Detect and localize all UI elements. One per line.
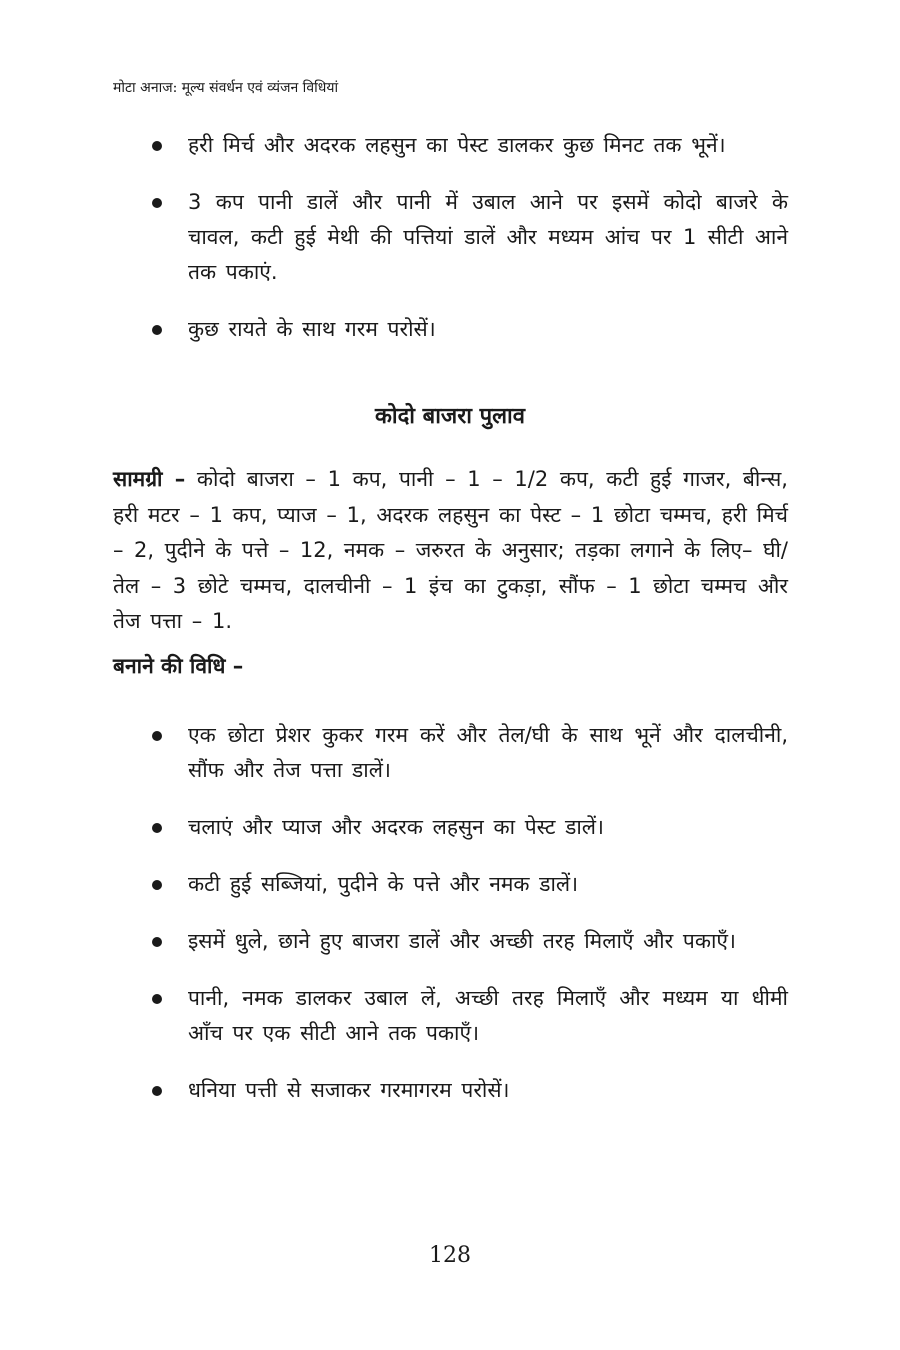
list-item	[150, 128, 788, 163]
method-steps-list	[150, 718, 788, 1130]
list-item	[150, 810, 788, 845]
step-text: हरी मिर्च और अदरक लहसुन का पेस्ट डालकर कुछ मिनट तक भूनें।	[188, 133, 726, 157]
bullet-icon	[152, 141, 162, 151]
bullet-icon	[152, 823, 162, 833]
previous-steps-list	[150, 128, 788, 369]
step-text: धनिया पत्ती से सजाकर गरमागरम परोसें।	[188, 1078, 510, 1102]
list-item	[150, 312, 788, 347]
bullet-icon	[152, 937, 162, 947]
list-item	[150, 1073, 788, 1108]
bullet-icon	[152, 994, 162, 1004]
bullet-icon	[152, 731, 162, 741]
bullet-icon	[152, 880, 162, 890]
list-item	[150, 924, 788, 959]
recipe-title: कोदो बाजरा पुलाव	[375, 404, 525, 429]
bullet-icon	[152, 198, 162, 208]
page-number: 128	[429, 1243, 471, 1268]
ingredients-paragraph	[113, 462, 788, 640]
ingredients-label: सामग्री –	[113, 467, 186, 491]
step-text: चलाएं और प्याज और अदरक लहसुन का पेस्ट डालें।	[188, 815, 604, 839]
list-item	[150, 867, 788, 902]
list-item	[150, 185, 788, 290]
step-text: 3 कप पानी डालें और पानी में उबाल आने पर इसमें कोदो बाजरे के चावल, कटी हुई मेथी की पत्तियां डालें और मध्यम आंच पर 1 सीटी आने तक पकाएं.	[188, 190, 788, 284]
list-item	[150, 718, 788, 788]
step-text: कुछ रायते के साथ गरम परोसें।	[188, 317, 436, 341]
list-item	[150, 981, 788, 1051]
step-text: एक छोटा प्रेशर कुकर गरम करें और तेल/घी के साथ भूनें और दालचीनी, सौंफ और तेज पत्ता डालें।	[188, 723, 788, 782]
method-heading: बनाने की विधि –	[113, 654, 244, 678]
bullet-icon	[152, 325, 162, 335]
step-text: पानी, नमक डालकर उबाल लें, अच्छी तरह मिलाएँ और मध्यम या धीमी आँच पर एक सीटी आने तक पकाएँ।	[188, 986, 788, 1045]
step-text: इसमें धुले, छाने हुए बाजरा डालें और अच्छी तरह मिलाएँ और पकाएँ।	[188, 929, 736, 953]
bullet-icon	[152, 1086, 162, 1096]
step-text: कटी हुई सब्जियां, पुदीने के पत्ते और नमक डालें।	[188, 872, 579, 896]
running-header: मोटा अनाज: मूल्य संवर्धन एवं व्यंजन विधियां	[113, 80, 339, 96]
ingredients-text: कोदो बाजरा – 1 कप, पानी – 1 – 1/2 कप, कटी हुई गाजर, बीन्स, हरी मटर – 1 कप, प्याज – 1, अदरक लहसुन का पेस्ट – 1 छोटा चम्मच, हरी मिर्च – 2, पुदीने के पत्ते – 12, नमक – जरुरत के अनुसार; तड़का लगाने के लिए– घी/तेल – 3 छोटे चम्मच, दालचीनी – 1 इंच का टुकड़ा, सौंफ – 1 छोटा चम्मच और तेज पत्ता – 1.	[113, 467, 788, 633]
